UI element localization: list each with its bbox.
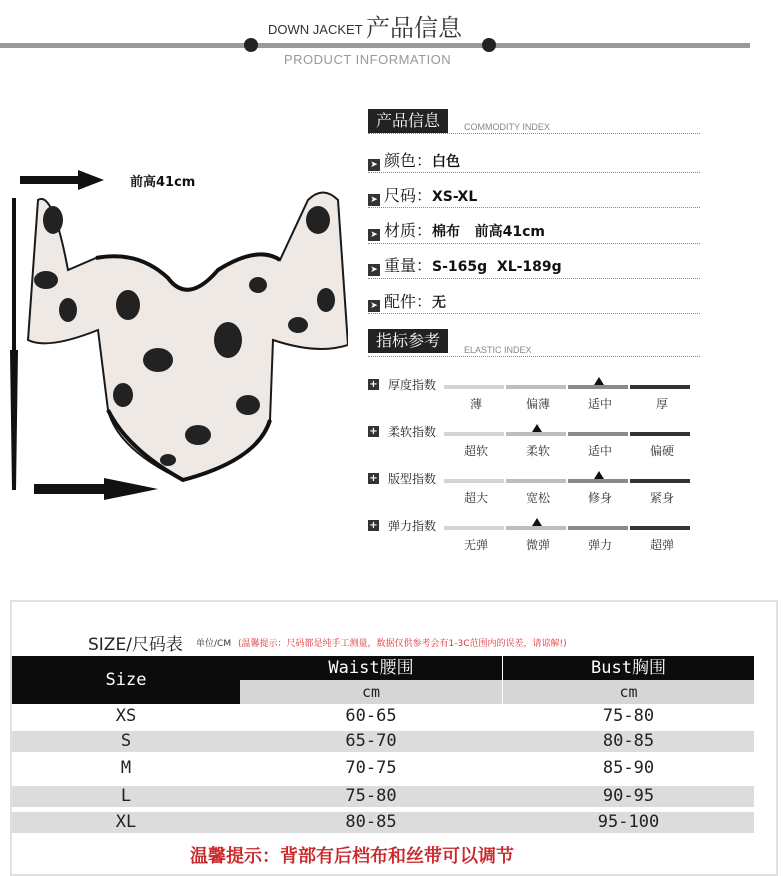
index-row — [368, 420, 698, 460]
index-marker-icon — [532, 424, 542, 432]
index-row — [368, 467, 698, 507]
index-level-label: 修身 — [587, 491, 612, 505]
index-segment — [568, 479, 628, 483]
index-segment — [444, 526, 504, 530]
arrow-icon: ➤ — [368, 300, 380, 312]
index-bar — [444, 432, 692, 436]
index-segment — [506, 479, 566, 483]
bust-cell: 85-90 — [602, 758, 655, 778]
index-level-label: 偏硬 — [649, 444, 674, 458]
index-level-label: 超弹 — [649, 538, 674, 552]
waist-unit: cm — [240, 680, 502, 704]
index-segment — [506, 432, 566, 436]
index-segment — [630, 432, 690, 436]
size-chart-note: (温馨提示：尺码都是纯手工测量，数据仅供参考会有1-3C范围内的误差，请谅解!) — [238, 639, 567, 649]
size-cell: M — [120, 758, 132, 778]
index-segment — [630, 526, 690, 530]
index-segment — [444, 479, 504, 483]
header-title-en: DOWN JACKET — [268, 22, 363, 37]
divider — [368, 133, 700, 134]
bust-cell: 80-85 — [602, 731, 655, 751]
index-marker-icon — [594, 471, 604, 479]
index-segment — [630, 385, 690, 389]
size-cell: XS — [115, 706, 137, 726]
info-row-weight: ➤ 重量：S-165g XL-189g — [368, 253, 562, 276]
index-bar — [444, 479, 692, 483]
index-level-label: 适中 — [587, 397, 612, 411]
index-segment — [506, 385, 566, 389]
index-level-label: 超大 — [463, 491, 488, 505]
index-level-label: 偏薄 — [525, 397, 550, 411]
elastic-title-en: ELASTIC INDEX — [464, 345, 532, 355]
info-row-size: ➤ 尺码：XS-XL — [368, 183, 477, 206]
info-row-accessory: ➤ 配件：无 — [368, 289, 446, 312]
size-cell: S — [120, 731, 132, 751]
plus-icon: + — [369, 379, 378, 390]
index-name: 厚度指数 — [388, 378, 437, 392]
bust-unit: cm — [503, 680, 754, 704]
index-level-label: 无弹 — [463, 538, 488, 552]
waist-cell: 75-80 — [345, 786, 397, 806]
measure-label: 前高41cm — [130, 175, 196, 190]
product-image — [8, 160, 348, 500]
index-level-label: 紧身 — [649, 491, 674, 505]
index-name: 弹力指数 — [388, 519, 437, 533]
bust-cell: 95-100 — [597, 812, 660, 832]
size-chart-unit: 单位/CM — [196, 639, 232, 649]
divider — [368, 356, 700, 357]
size-cell: L — [120, 786, 132, 806]
arrow-icon: ➤ — [368, 159, 380, 171]
divider — [368, 313, 700, 314]
index-name: 柔软指数 — [388, 425, 437, 439]
index-level-label: 薄 — [469, 397, 482, 411]
index-level-label: 柔软 — [525, 444, 550, 458]
plus-icon: + — [369, 520, 378, 531]
index-level-label: 宽松 — [525, 491, 550, 505]
commodity-title-en: COMMODITY INDEX — [464, 122, 550, 132]
index-segment — [568, 385, 628, 389]
arrow-icon: ➤ — [368, 264, 380, 276]
index-level-label: 微弹 — [525, 538, 550, 552]
waist-header: Waist腰围 — [240, 656, 502, 680]
index-bar — [444, 385, 692, 389]
index-segment — [568, 526, 628, 530]
arrow-icon: ➤ — [368, 229, 380, 241]
index-bar — [444, 526, 692, 530]
divider — [368, 207, 700, 208]
index-level-label: 弹力 — [587, 538, 612, 552]
elastic-title: 指标参考 — [368, 329, 448, 353]
info-row-color: ➤ 颜色：白色 — [368, 148, 460, 171]
header-subtitle: PRODUCT INFORMATION — [284, 52, 452, 67]
waist-cell: 80-85 — [345, 812, 397, 832]
index-level-label: 厚 — [655, 397, 668, 411]
index-segment — [444, 385, 504, 389]
commodity-title: 产品信息 — [368, 109, 448, 133]
index-segment — [506, 526, 566, 530]
tip-text: 温馨提示：背部有后档布和丝带可以调节 — [190, 846, 514, 867]
index-level-label: 适中 — [587, 444, 612, 458]
divider — [368, 278, 700, 279]
index-name: 版型指数 — [388, 472, 437, 486]
plus-icon: + — [369, 473, 378, 484]
index-row — [368, 514, 698, 554]
bust-cell: 75-80 — [602, 706, 655, 726]
index-segment — [444, 432, 504, 436]
divider — [368, 172, 700, 173]
index-row — [368, 373, 698, 413]
header-line — [0, 43, 750, 48]
bust-cell: 90-95 — [602, 786, 655, 806]
header-dot-left — [244, 38, 258, 52]
divider — [368, 243, 700, 244]
header-dot-right — [482, 38, 496, 52]
index-marker-icon — [532, 518, 542, 526]
waist-cell: 65-70 — [345, 731, 397, 751]
index-segment — [630, 479, 690, 483]
arrow-icon: ➤ — [368, 194, 380, 206]
size-header: Size — [12, 656, 240, 704]
waist-cell: 60-65 — [345, 706, 397, 726]
plus-icon: + — [369, 426, 378, 437]
bust-header: Bust胸围 — [503, 656, 754, 680]
header-title-cn: 产品信息 — [366, 14, 462, 42]
size-cell: XL — [115, 812, 137, 832]
waist-cell: 70-75 — [345, 758, 397, 778]
info-row-material: ➤ 材质：棉布 前高41cm — [368, 218, 545, 241]
index-level-label: 超软 — [463, 444, 488, 458]
index-marker-icon — [594, 377, 604, 385]
index-segment — [568, 432, 628, 436]
size-chart-title: SIZE/尺码表 — [88, 635, 183, 655]
